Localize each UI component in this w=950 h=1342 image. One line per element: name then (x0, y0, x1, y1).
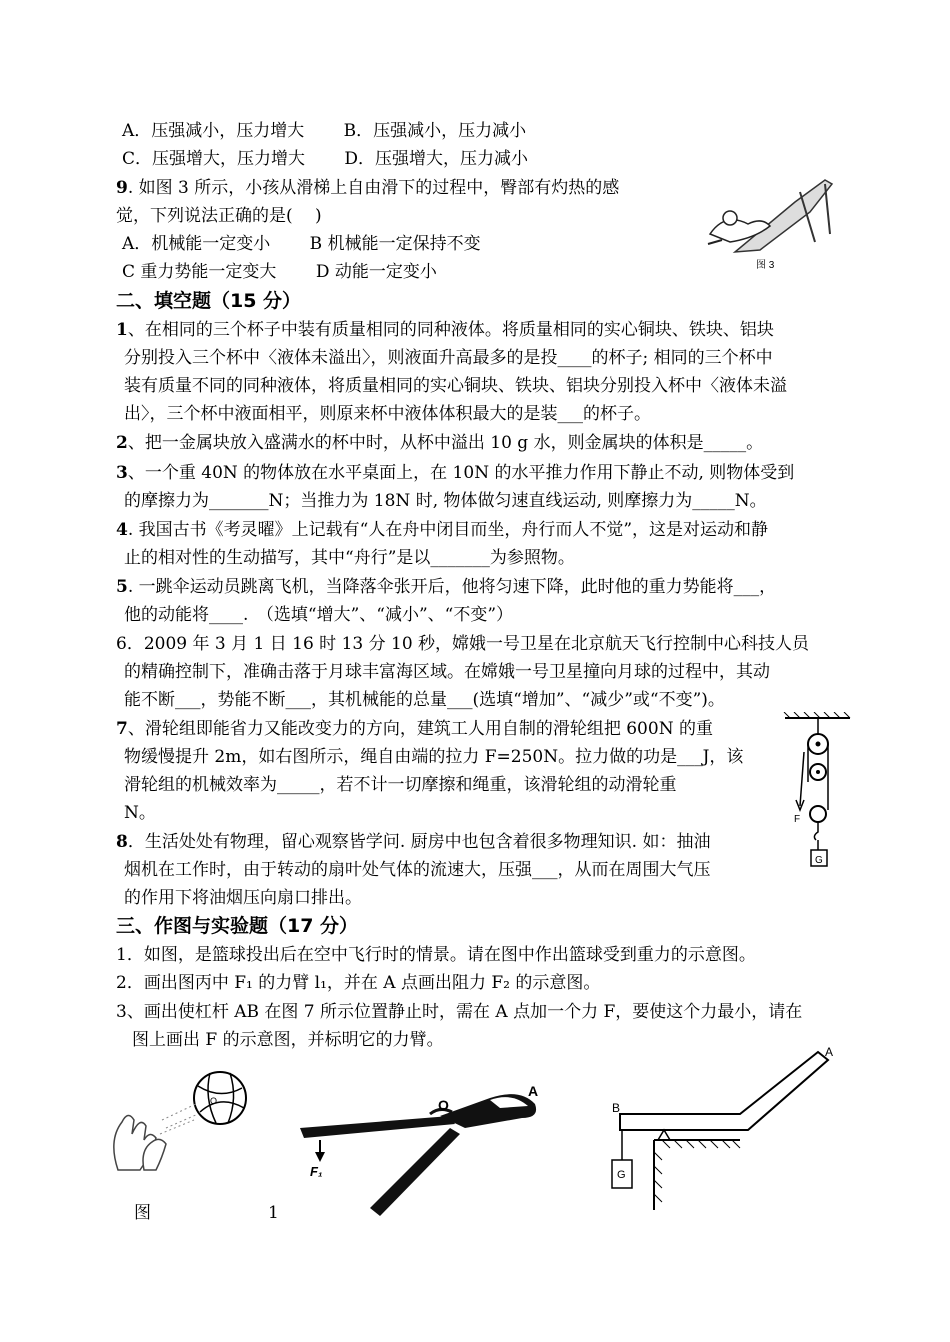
basketball-figure (100, 1060, 270, 1180)
fill-q8-number: 8 (116, 832, 128, 852)
fill-q4-line2: 止的相对性的生动描写，其中“舟行”是以_______为参照物。 (124, 548, 575, 568)
fill-q3-line1 (116, 460, 794, 486)
fill-q7-number: 7 (116, 719, 128, 739)
fill-q6-text: ．2009 年 3 月 1 日 16 时 13 分 10 秒，嫦娥一号卫星在北京航天飞行控制中心科技人员 (126, 634, 810, 654)
shears-pivot-label: O (438, 1097, 449, 1113)
section3-title: 三、作图与实验题（17 分） (116, 915, 359, 937)
fill-q8-line1 (116, 829, 710, 855)
fill-q3-number: 3 (116, 463, 128, 483)
fill-q6-line2: 的精确控制下，准确击落于月球丰富海区域。在嫦娥一号卫星撞向月球的过程中，其动 (124, 662, 770, 682)
q9-options-row2: C 重力势能一定变大 D 动能一定变小 (122, 262, 437, 282)
fill-q5-line1 (116, 574, 776, 600)
draw-q1-line1: 1．如图，是篮球投出后在空中飞行时的情景。请在图中作出篮球受到重力的示意图。 (116, 945, 756, 965)
q9-line1 (116, 175, 619, 201)
ball-center-label: O (210, 1096, 218, 1106)
fill-q8-text: ．生活处处有物理，留心观察皆学问. 厨房中也包含着很多物理知识. 如：抽油 (127, 832, 711, 852)
lever-figure (600, 1040, 845, 1220)
fill-q4-text: . 我国古书《考灵曜》上记载有“人在舟中闭目而坐，舟行而人不觉”，这是对运动和静 (127, 520, 769, 540)
fill-q7-line2: 物缓慢提升 2m，如右图所示，绳自由端的拉力 F=250N。拉力做的功是___J，该 (124, 747, 744, 767)
fill-q6-line1 (116, 631, 809, 657)
draw-q2-line1: 2．画出图丙中 F₁ 的力臂 l₁，并在 A 点画出阻力 F₂ 的示意图。 (116, 973, 601, 993)
fig3-label: 图 3 (756, 260, 775, 271)
shears-point-a-label: A (528, 1083, 539, 1099)
draw-q3-line2: 图上画出 F 的示意图，并标明它的力臂。 (132, 1030, 444, 1050)
fill-q5-line2: 他的动能将____. （选填“增大”、“减小”、“不变”） (124, 605, 514, 625)
shears-figure (290, 1068, 550, 1228)
fill-q7-line1 (116, 716, 713, 742)
fill-q2-text: 、把一金属块放入盛满水的杯中时，从杯中溢出 10 g 水，则金属块的体积是_____。 (127, 433, 764, 453)
q9-line2: 觉，下列说法正确的是( ) (116, 206, 322, 226)
lever-point-a-label: A (825, 1045, 834, 1059)
fig1-caption-right: 1 (268, 1203, 279, 1223)
fill-q8-line3: 的作用下将油烟压向扇口排出。 (124, 888, 362, 908)
fig1-caption-left: 图 (134, 1203, 151, 1223)
section2-title: 二、填空题（15 分） (116, 290, 302, 312)
fill-q7-line4: N。 (124, 803, 156, 823)
q8-options-row2: C．压强增大，压力增大 D．压强增大，压力减小 (122, 149, 529, 169)
fill-q3-line2: 的摩擦力为_______N；当推力为 18N 时, 物体做匀速直线运动, 则摩擦力为_____N。 (124, 491, 767, 511)
fill-q1-line3: 装有质量不同的同种液体，将质量相同的实心铜块、铁块、铝块分别投入杯中〈液体未溢 (124, 376, 787, 396)
q9-number: 9 (116, 178, 128, 198)
fill-q4-number: 4 (116, 520, 128, 540)
fill-q1-text: 、在相同的三个杯子中装有质量相同的同种液体。将质量相同的实心铜块、铁块、铝块 (127, 320, 774, 340)
fill-q6-number: 6 (116, 634, 127, 654)
pulley-figure (780, 712, 855, 872)
lever-weight-label: G (617, 1169, 626, 1181)
fill-q8-line2: 烟机在工作时，由于转动的扇叶处气体的流速大，压强___，从而在周围大气压 (124, 860, 711, 880)
fill-q5-number: 5 (116, 577, 128, 597)
fill-q6-line3: 能不断___，势能不断___，其机械能的总量___(选填“增加”、“减少”或“不变”)。 (124, 690, 725, 710)
fill-q5-text: . 一跳伞运动员跳离飞机，当降落伞张开后，他将匀速下降，此时他的重力势能将___， (127, 577, 777, 597)
slide-figure (700, 172, 835, 272)
fill-q1-number: 1 (116, 320, 128, 340)
fill-q1-line4: 出〉，三个杯中液面相平，则原来杯中液体体积最大的是装___的杯子。 (124, 404, 651, 424)
fill-q3-text: 、一个重 40N 的物体放在水平桌面上，在 10N 的水平推力作用下静止不动, 则物体受到 (127, 463, 795, 483)
pulley-force-label: F (794, 814, 801, 825)
fill-q1-line1 (116, 317, 774, 343)
fill-q7-line3: 滑轮组的机械效率为_____，若不计一切摩擦和绳重，该滑轮组的动滑轮重 (124, 775, 677, 795)
fill-q2-number: 2 (116, 433, 128, 453)
lever-point-b-label: B (612, 1101, 621, 1115)
draw-q3-line1: 3、画出使杠杆 AB 在图 7 所示位置静止时，需在 A 点加一个力 F，要使这个力最小，请在 (116, 1002, 803, 1022)
q8-options-row1: A．压强减小，压力增大 B．压强减小，压力减小 (122, 121, 527, 141)
fill-q1-line2: 分别投入三个杯中〈液体未溢出〉，则液面升高最多的是投____的杯子; 相同的三个杯中 (124, 348, 773, 368)
pulley-weight-label: G (815, 855, 823, 866)
fill-q7-text: 、滑轮组即能省力又能改变力的方向，建筑工人用自制的滑轮组把 600N 的重 (127, 719, 713, 739)
fill-q2-line1 (116, 430, 763, 456)
shears-f1-label: F₁ (310, 1164, 323, 1179)
q9-options-row1: A．机械能一定变小 B 机械能一定保持不变 (122, 234, 481, 254)
fill-q4-line1 (116, 517, 768, 543)
q9-text-1: . 如图 3 所示，小孩从滑梯上自由滑下的过程中，臀部有灼热的感 (127, 178, 620, 198)
